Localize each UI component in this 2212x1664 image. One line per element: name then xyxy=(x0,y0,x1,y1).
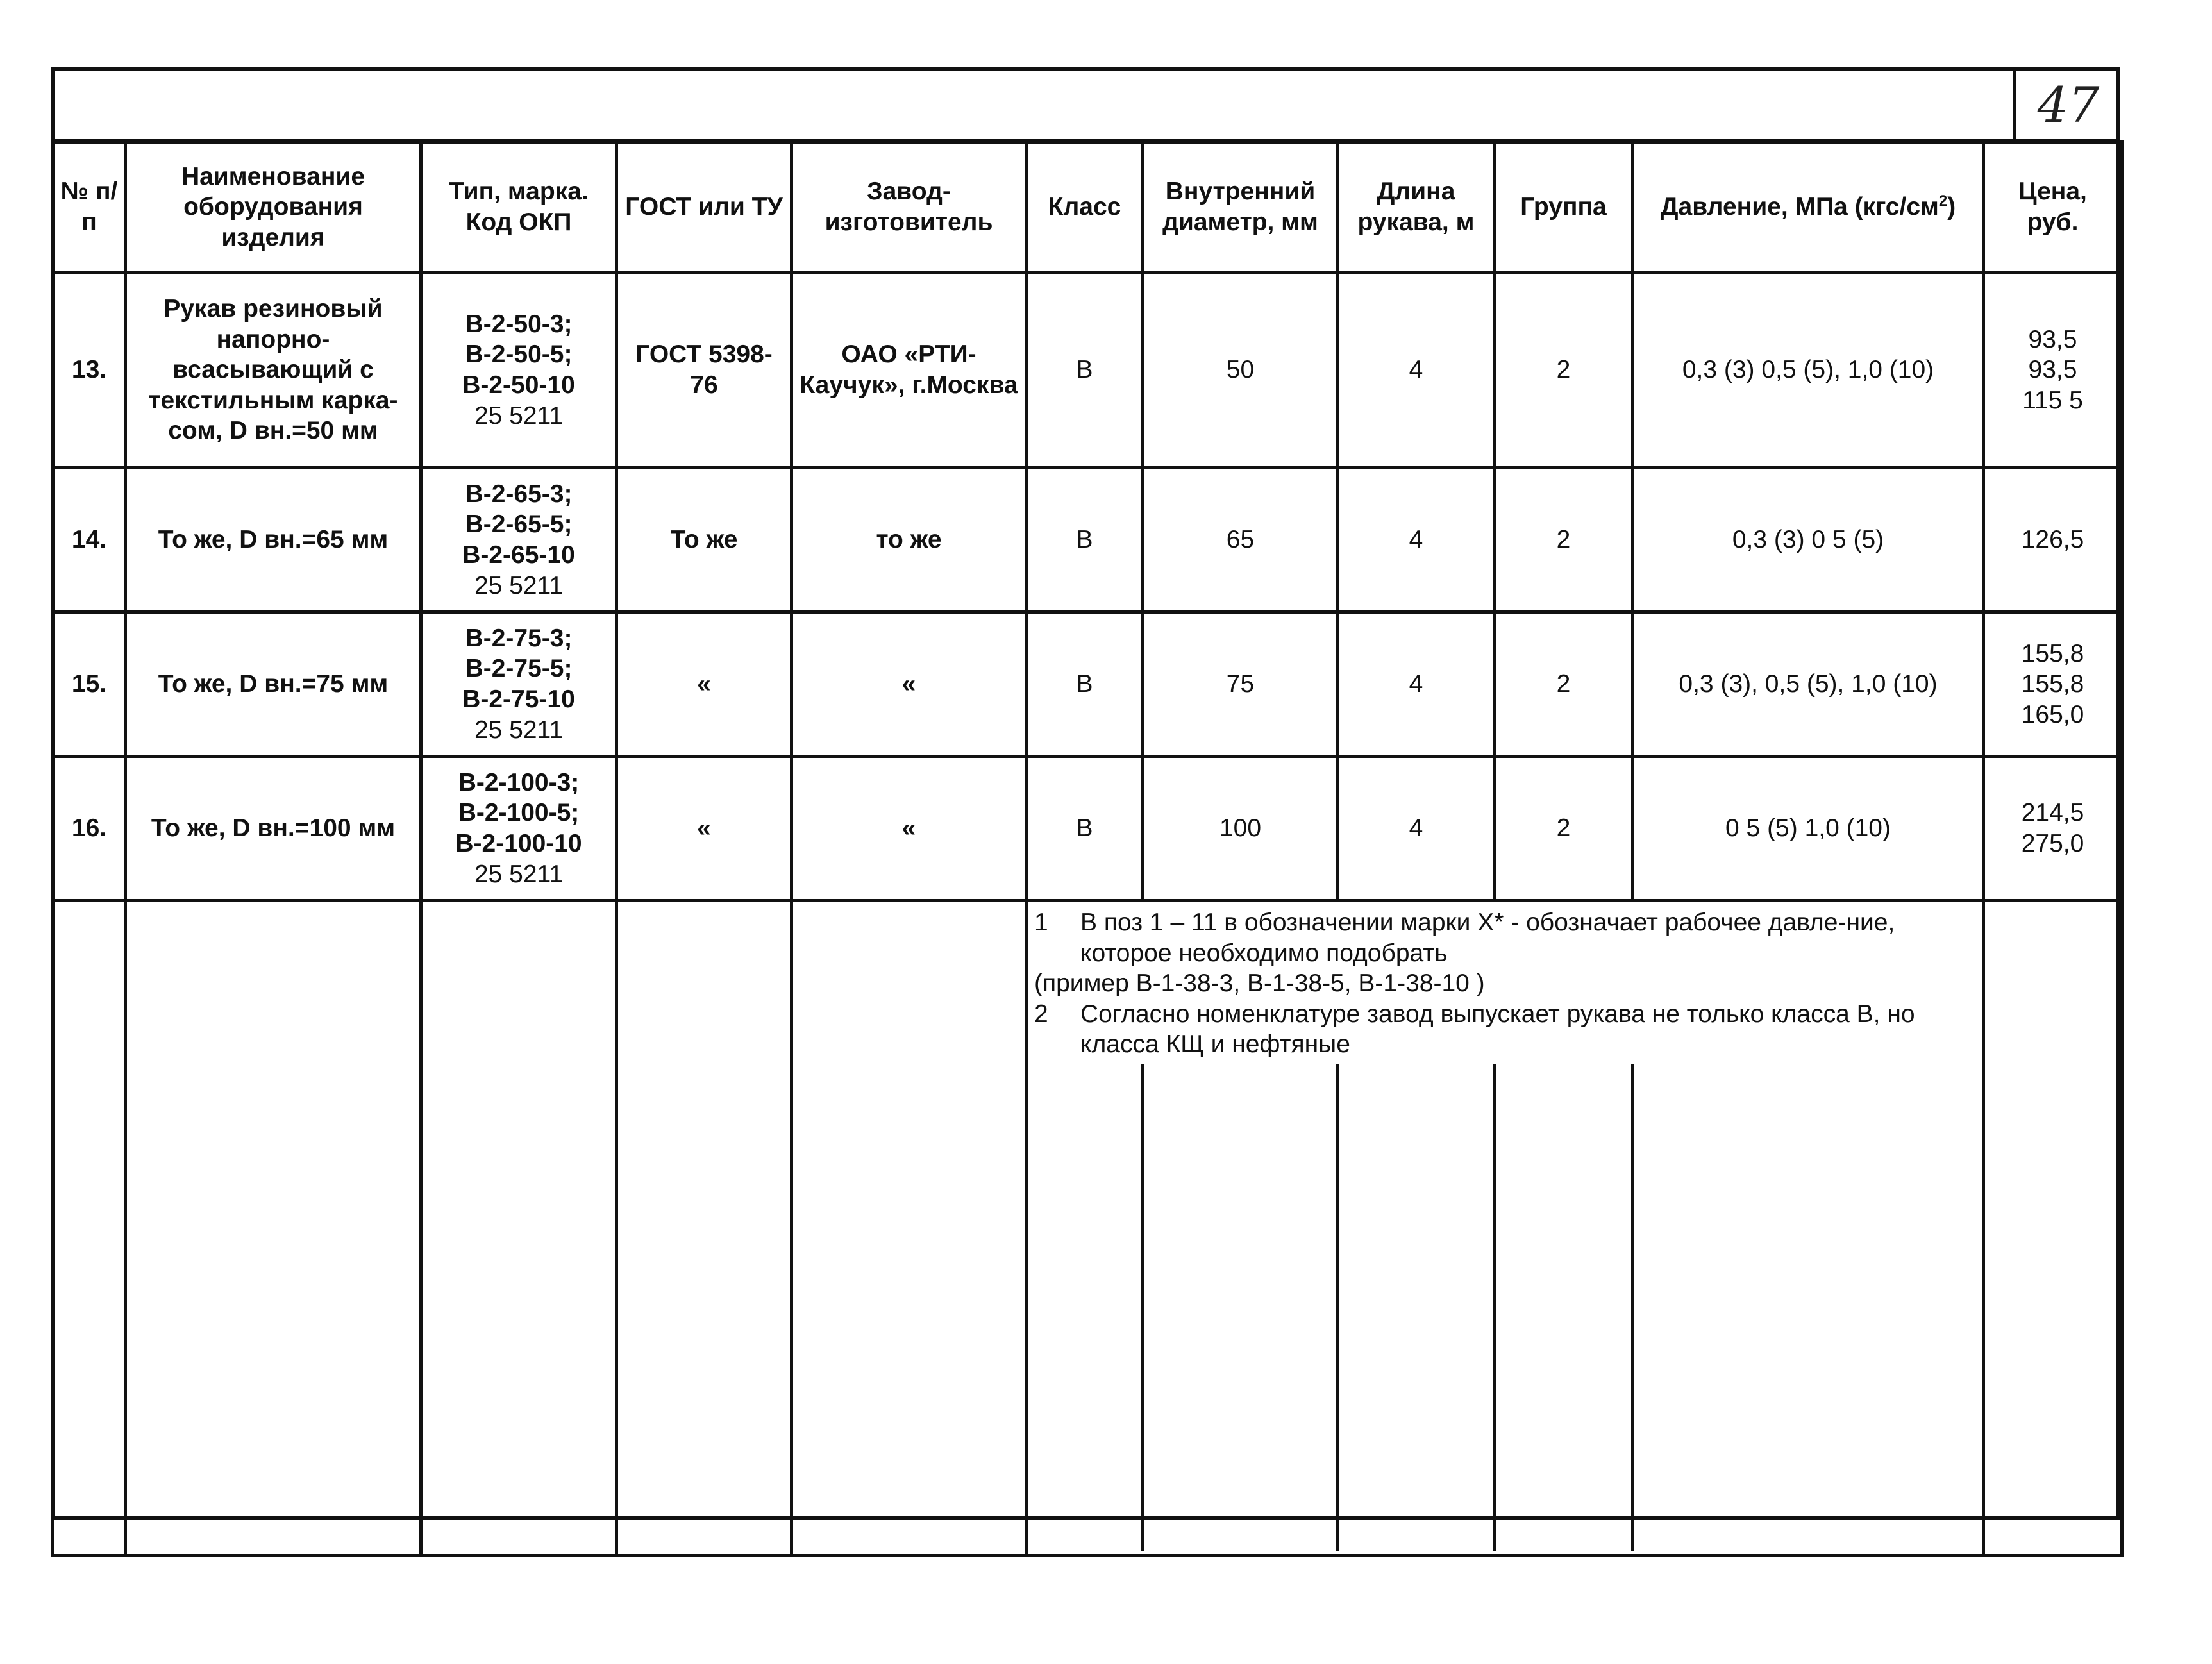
type-line: В-2-100-5; xyxy=(458,799,580,827)
empty-cell xyxy=(792,901,1026,1556)
row-num: 15. xyxy=(53,612,126,757)
type-line: В-2-100-10 xyxy=(455,830,582,857)
header-pressure-sup: 2 xyxy=(1938,192,1948,210)
header-class: Класс xyxy=(1026,142,1143,273)
note-number: 2 xyxy=(1034,1000,1048,1028)
row-gost: « xyxy=(617,612,792,757)
row-type xyxy=(421,612,617,757)
column-line xyxy=(1141,1064,1144,1551)
row-gost: « xyxy=(617,757,792,901)
price-value: 115 5 xyxy=(2022,386,2083,414)
note-number: 1 xyxy=(1034,909,1048,936)
empty-cell xyxy=(421,901,617,1556)
table-row xyxy=(53,757,2122,901)
type-line: В-2-65-10 xyxy=(462,541,575,569)
table-row xyxy=(53,273,2122,468)
row-length: 4 xyxy=(1338,757,1495,901)
row-group: 2 xyxy=(1495,273,1633,468)
top-band xyxy=(51,67,2120,142)
row-price xyxy=(1984,273,2122,468)
note-item xyxy=(1034,999,1975,1060)
row-type xyxy=(421,757,617,901)
row-maker: « xyxy=(792,612,1026,757)
row-group: 2 xyxy=(1495,757,1633,901)
header-gost: ГОСТ или ТУ xyxy=(617,142,792,273)
price-value: 93,5 xyxy=(2028,356,2077,384)
row-class: В xyxy=(1026,273,1143,468)
type-line: В-2-75-3; xyxy=(465,624,573,652)
row-diameter: 75 xyxy=(1143,612,1338,757)
row-pressure: 0,3 (3) 0,5 (5), 1,0 (10) xyxy=(1633,273,1984,468)
empty-cell xyxy=(1984,901,2122,1556)
equipment-table xyxy=(51,140,2124,1557)
column-line xyxy=(1336,1064,1339,1551)
okp-code: 25 5211 xyxy=(474,571,564,600)
notes-row xyxy=(53,901,2122,1556)
row-name: То же, D вн.=75 мм xyxy=(126,612,421,757)
row-num: 14. xyxy=(53,468,126,612)
note-item xyxy=(1034,968,1975,999)
header-row xyxy=(53,142,2122,273)
type-line: В-2-65-5; xyxy=(465,510,573,539)
row-name: То же, D вн.=100 мм xyxy=(126,757,421,901)
row-price xyxy=(1984,612,2122,757)
row-length: 4 xyxy=(1338,612,1495,757)
row-name: Рукав резиновый напорно-всасывающий с текстильным карка-сом, D вн.=50 мм xyxy=(126,273,421,468)
row-class: В xyxy=(1026,468,1143,612)
row-gost: То же xyxy=(617,468,792,612)
row-length: 4 xyxy=(1338,468,1495,612)
row-name: То же, D вн.=65 мм xyxy=(126,468,421,612)
price-value: 93,5 xyxy=(2028,325,2077,353)
row-diameter: 50 xyxy=(1143,273,1338,468)
row-maker: то же xyxy=(792,468,1026,612)
okp-code: 25 5211 xyxy=(474,401,564,430)
row-type xyxy=(421,468,617,612)
row-gost: ГОСТ 5398-76 xyxy=(617,273,792,468)
header-maker: Завод-изготовитель xyxy=(792,142,1026,273)
table-row xyxy=(53,612,2122,757)
price-value: 275,0 xyxy=(2021,830,2084,857)
notes-cell xyxy=(1026,901,1984,1556)
table-row xyxy=(53,468,2122,612)
note-item xyxy=(1034,907,1975,968)
type-line: В-2-75-10 xyxy=(462,685,575,713)
header-group: Группа xyxy=(1495,142,1633,273)
okp-code: 25 5211 xyxy=(474,860,564,888)
price-value: 126,5 xyxy=(2021,526,2084,554)
row-num: 16. xyxy=(53,757,126,901)
row-group: 2 xyxy=(1495,468,1633,612)
header-length: Длина рукава, м xyxy=(1338,142,1495,273)
type-line: В-2-100-3; xyxy=(458,768,580,796)
row-class: В xyxy=(1026,612,1143,757)
row-class: В xyxy=(1026,757,1143,901)
row-group: 2 xyxy=(1495,612,1633,757)
header-price: Цена, руб. xyxy=(1984,142,2122,273)
row-maker: « xyxy=(792,757,1026,901)
row-pressure: 0,3 (3) 0 5 (5) xyxy=(1633,468,1984,612)
column-continuation-lines xyxy=(1028,1064,1982,1551)
type-line: В-2-50-10 xyxy=(462,371,575,399)
price-value: 155,8 xyxy=(2021,639,2084,668)
price-value: 155,8 xyxy=(2021,670,2084,698)
type-line: В-2-50-5; xyxy=(465,340,573,369)
row-num: 13. xyxy=(53,273,126,468)
column-line xyxy=(1493,1064,1496,1551)
row-maker: ОАО «РТИ-Каучук», г.Москва xyxy=(792,273,1026,468)
price-value: 165,0 xyxy=(2021,700,2084,728)
row-price xyxy=(1984,468,2122,612)
empty-cell xyxy=(126,901,421,1556)
header-num: № п/п xyxy=(53,142,126,273)
header-pressure xyxy=(1633,142,1984,273)
header-name: Наименование оборудования изделия xyxy=(126,142,421,273)
price-value: 214,5 xyxy=(2021,799,2084,827)
row-price xyxy=(1984,757,2122,901)
row-pressure: 0 5 (5) 1,0 (10) xyxy=(1633,757,1984,901)
note-text: В поз 1 – 11 в обозначении марки Х* - обозначает рабочее давле-ние, которое необходимо подобрать xyxy=(1080,909,1895,967)
row-diameter: 100 xyxy=(1143,757,1338,901)
note-text: Согласно номенклатуре завод выпускает рукава не только класса В, но класса КЩ и нефтяные xyxy=(1080,1000,1915,1059)
note-text: (пример В-1-38-3, В-1-38-5, В-1-38-10 ) xyxy=(1034,970,1485,998)
header-pressure-tail: ) xyxy=(1947,193,1956,221)
header-diameter: Внутренний диаметр, мм xyxy=(1143,142,1338,273)
header-type: Тип, марка. Код ОКП xyxy=(421,142,617,273)
page-number: 47 xyxy=(2013,67,2120,142)
okp-code: 25 5211 xyxy=(474,716,564,744)
row-diameter: 65 xyxy=(1143,468,1338,612)
row-pressure: 0,3 (3), 0,5 (5), 1,0 (10) xyxy=(1633,612,1984,757)
type-line: В-2-50-3; xyxy=(465,310,573,338)
row-type xyxy=(421,273,617,468)
empty-cell xyxy=(617,901,792,1556)
type-line: В-2-65-3; xyxy=(465,480,573,508)
row-length: 4 xyxy=(1338,273,1495,468)
column-line xyxy=(1631,1064,1634,1551)
header-pressure-text: Давление, МПа (кгс/см xyxy=(1660,193,1939,221)
empty-cell xyxy=(53,901,126,1556)
type-line: В-2-75-5; xyxy=(465,655,573,683)
